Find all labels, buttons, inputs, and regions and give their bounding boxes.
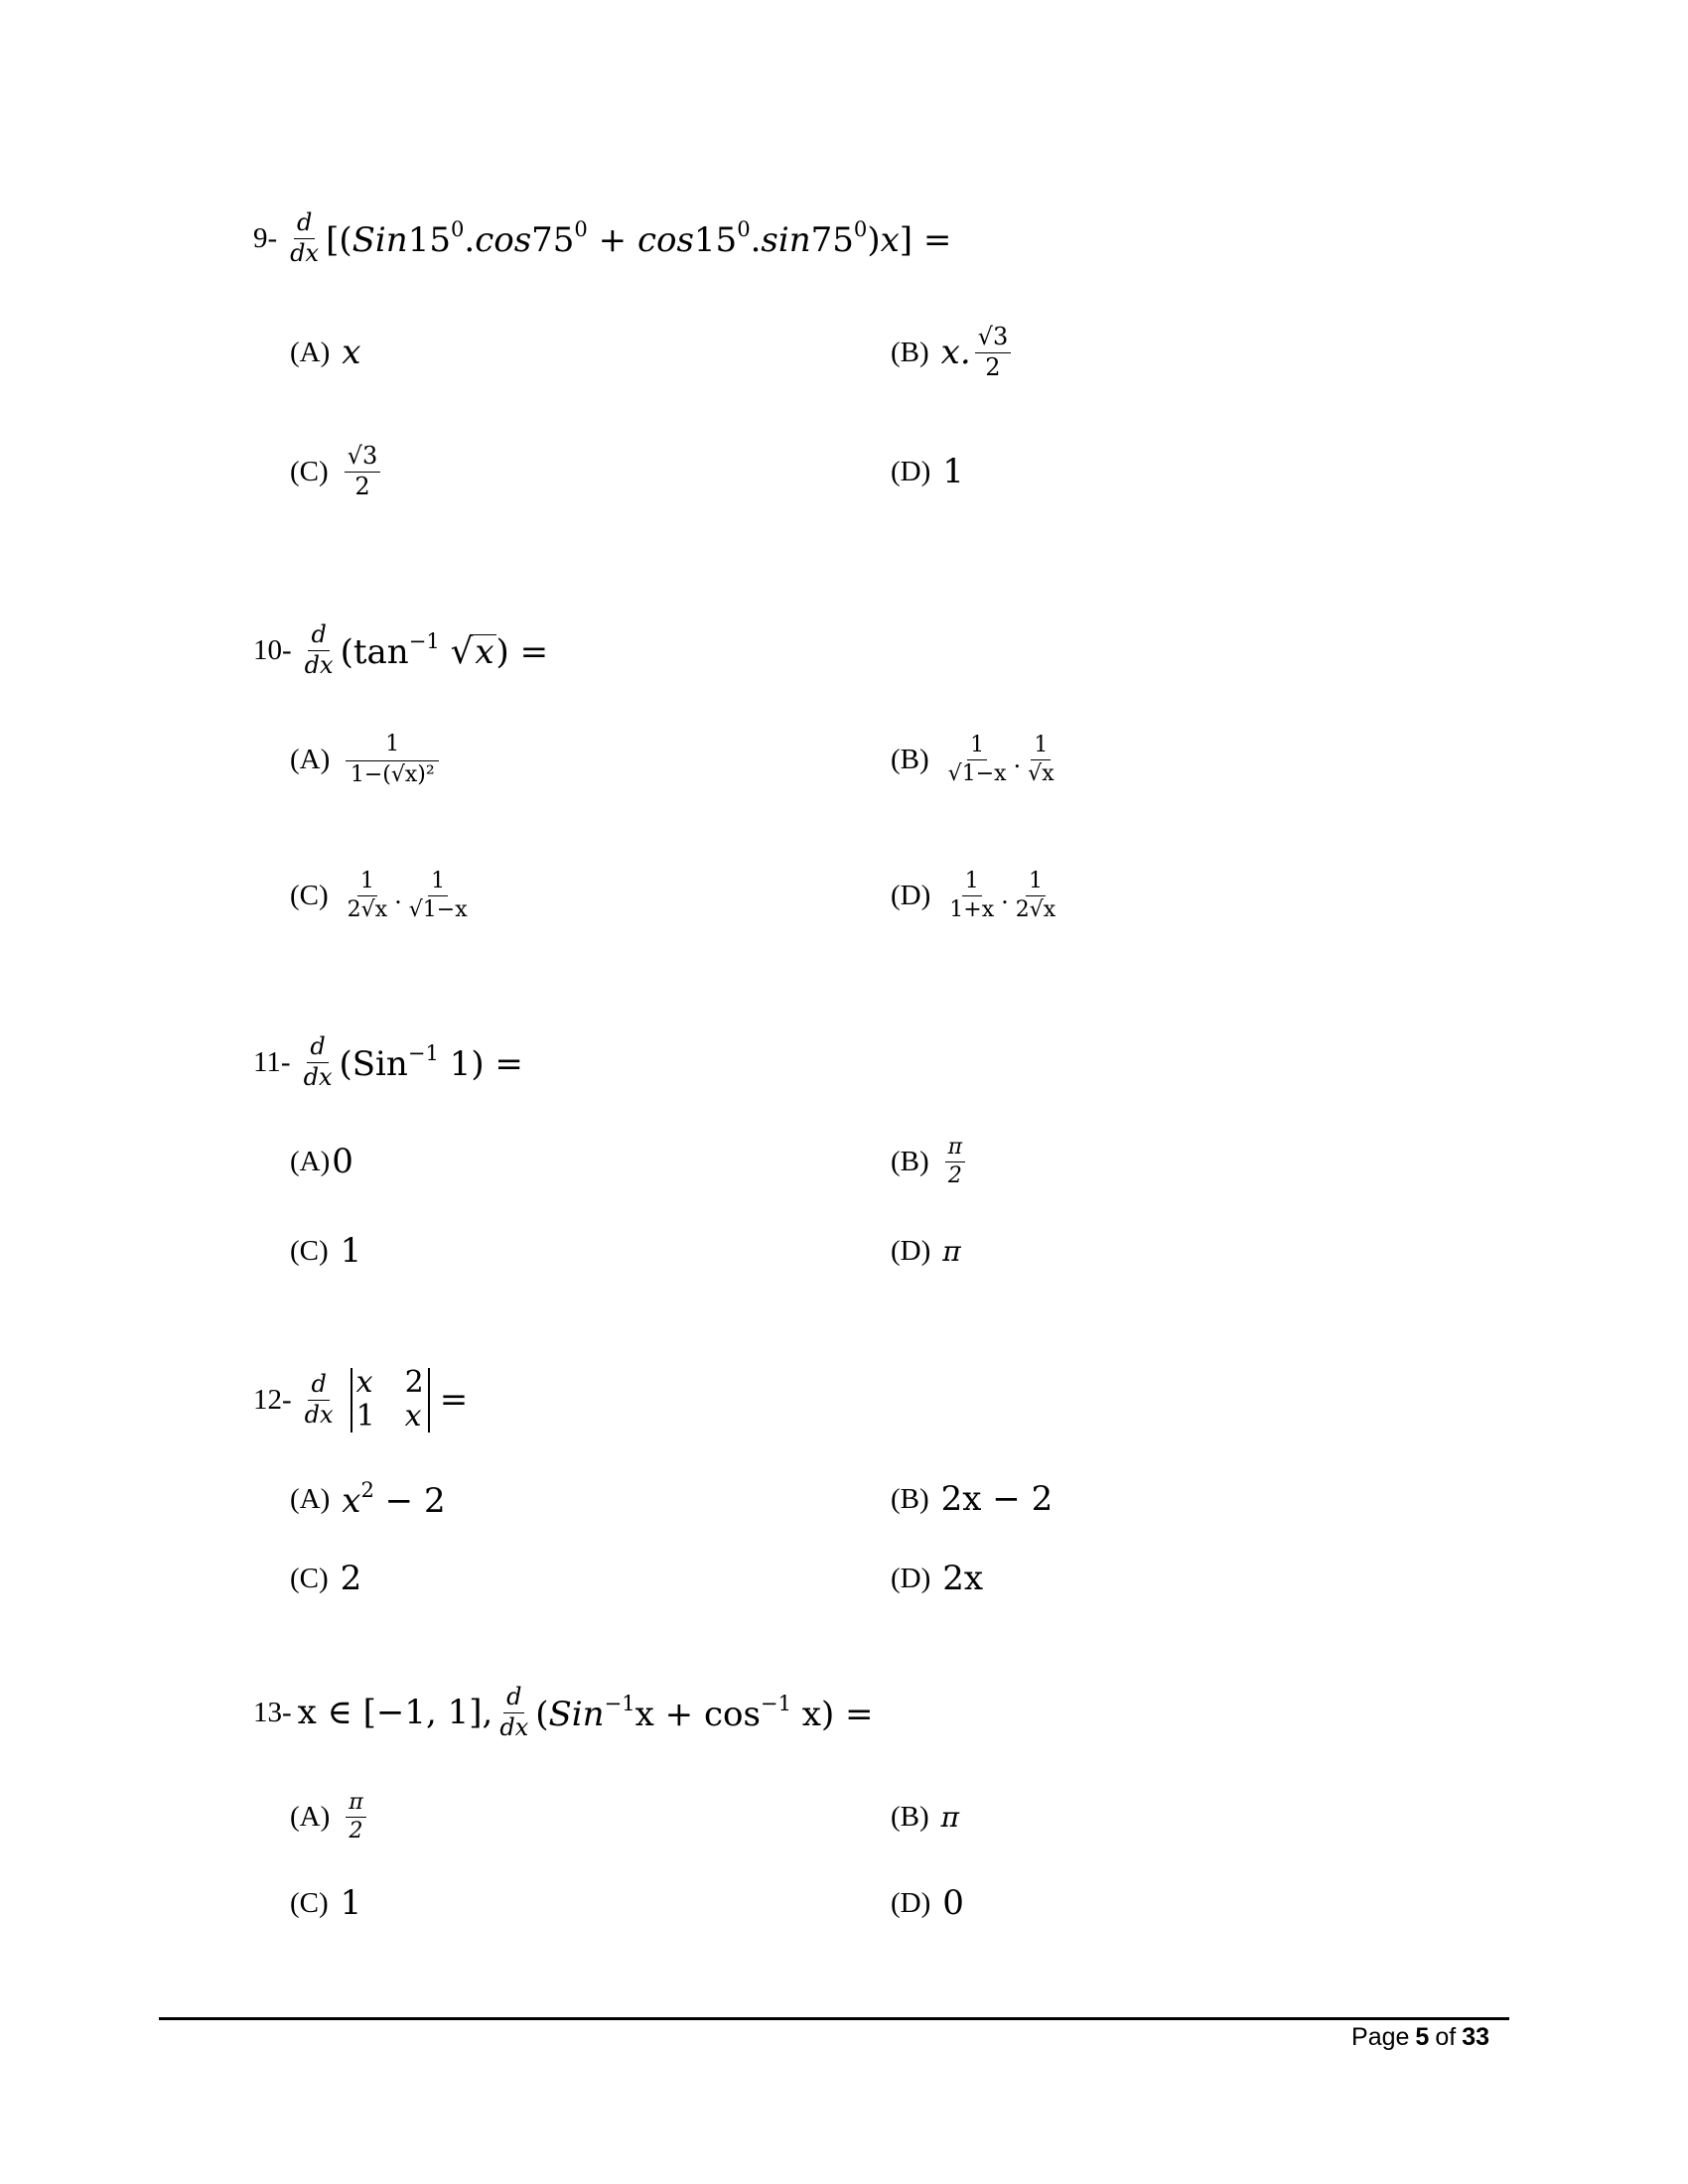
page-number: Page 5 of 33 [1351, 2023, 1489, 2051]
derivative-operator: $\frac{d}{dx}$ [499, 1683, 529, 1741]
question-stem: 12- $\frac{d}{dx}$ x 2 1 x = [253, 1364, 469, 1433]
footer-divider [159, 2017, 1509, 2020]
question-stem [253, 1018, 523, 1107]
option-b[interactable]: (B) $\frac{1}{√1-x}$ . $\frac{1}{√x}$ [891, 733, 1055, 786]
question-stem [253, 606, 548, 695]
question-number: 12- [253, 1383, 292, 1416]
stem-expression: ($\tan^{-1}$ √ x ) = [340, 628, 549, 672]
option-a[interactable]: (A) $x^2 - 2$ [290, 1477, 446, 1521]
option-b[interactable]: (B) x. $\frac{√3}{2}$ [891, 308, 1015, 397]
option-b[interactable]: (B) $\frac{\pi}{2}$ [891, 1117, 969, 1206]
question-number: 10- [253, 633, 292, 666]
option-a[interactable]: (A) $\frac{\pi}{2}$ [290, 1772, 370, 1861]
question-10 [253, 606, 1494, 1062]
option-d[interactable]: (D) 1 [891, 452, 964, 491]
stem-expression: $(Sin^{-1}x + \cos^{-1} x)$ = [535, 1691, 874, 1734]
option-c[interactable]: (C) $\frac{1}{2√x}$ . $\frac{1}{√1-x}$ [290, 869, 468, 922]
question-13 [253, 1668, 1494, 2124]
derivative-operator: $\frac{d}{dx}$ [303, 1032, 333, 1091]
option-d[interactable]: (D) 0 [891, 1883, 964, 1923]
option-a[interactable]: (A) x [290, 333, 361, 372]
option-d[interactable]: (D) π [891, 1234, 961, 1268]
option-c[interactable]: (C) 1 [290, 1883, 362, 1923]
question-number: 11- [253, 1045, 291, 1078]
question-number: 9- [253, 221, 278, 254]
option-d[interactable]: (D) 2x [891, 1559, 984, 1598]
question-number: 13- [253, 1696, 292, 1728]
stem-expression: (Sin$^{-1}$ 1) = [339, 1040, 523, 1084]
determinant: x 2 1 x [347, 1366, 434, 1434]
derivative-operator: $\frac{d}{dx}$ [304, 1370, 334, 1429]
option-a[interactable]: (A) $\frac{1}{\text{1−(√x)²}}$ [290, 715, 443, 804]
option-c[interactable]: (C) 2 [290, 1559, 362, 1598]
option-b[interactable]: (B) π [891, 1800, 960, 1834]
question-stem [253, 194, 951, 283]
option-a[interactable]: (A) 0 [290, 1142, 353, 1181]
option-c[interactable]: (C) $\frac{√3}{2}$ [290, 427, 384, 516]
derivative-operator: $\frac{d}{dx}$ [304, 620, 334, 679]
option-c[interactable]: (C) 1 [290, 1231, 362, 1271]
question-stem: 13- x ∈ [−1, 1], $\frac{d}{dx}$ $(Sin^{-1}x + \cos^{-1} x)$ = [253, 1683, 874, 1741]
derivative-operator: $\frac{d}{dx}$ [290, 208, 320, 267]
stem-expression: $[(Sin15^0.\cos 75^0 + \cos 15^0.\sin 75^0)x]$ = [326, 216, 952, 260]
option-b[interactable]: (B) 2x − 2 [891, 1479, 1054, 1519]
question-9 [253, 194, 1494, 650]
option-d[interactable]: (D) $\frac{1}{1+x}$ . $\frac{1}{2√x}$ [891, 869, 1056, 922]
